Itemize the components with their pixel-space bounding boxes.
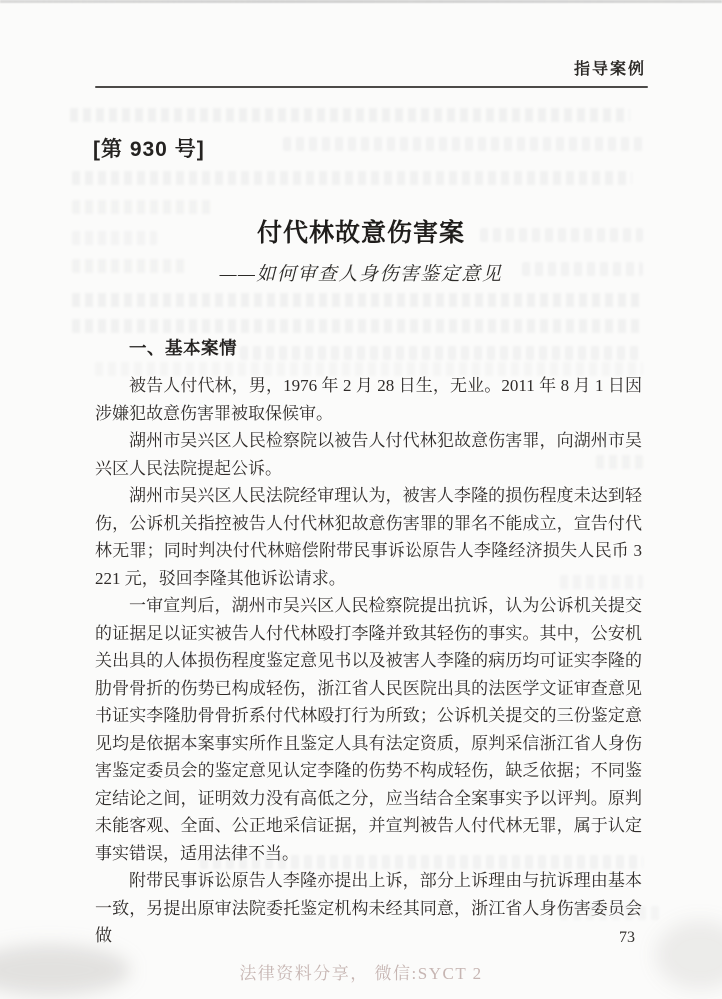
header-rule [95,86,648,88]
watermark-text: 法律资料分享， 微信:SYCT 2 [239,964,483,983]
body-paragraph: 湖州市吴兴区人民检察院以被告人付代林犯故意伤害罪，向湖州市吴兴区人民法院提起公诉。 [95,431,642,478]
scan-edge-artifact [0,0,722,3]
body-paragraph: 被告人付代林，男，1976 年 2 月 28 日生，无业。2011 年 8 月 1 日因涉嫌犯故意伤害罪被取保候审。 [95,376,642,423]
bleedthrough-artifact [70,108,630,122]
body-text-block [95,372,642,950]
bleedthrough-artifact [72,293,643,307]
bleedthrough-artifact [283,137,643,151]
case-number: [第 930 号] [93,138,205,161]
bleedthrough-artifact [240,346,643,360]
page-number: 73 [619,929,635,946]
body-paragraph: 湖州市吴兴区人民法院经审理认为，被害人李隆的损伤程度未达到轻伤，公诉机关指控被告人付代林犯故意伤害罪的罪名不能成立，宣告付代林无罪；同时判决付代林赔偿附带民事诉讼原告人李隆经济损失人民币 3 221 元，驳回李隆其他诉讼请求。 [95,486,642,588]
running-head: 指导案例 [573,61,646,78]
bleedthrough-artifact [72,171,632,185]
section-heading: 一、基本案情 [129,338,237,358]
case-subtitle: ——如何审查人身伤害鉴定意见 [219,264,503,285]
bleedthrough-artifact [72,319,643,333]
body-paragraph: 附带民事诉讼原告人李隆亦提出上诉，部分上诉理由与抗诉理由基本一致，另提出原审法院委托鉴定机构未经其同意，浙江省人身伤害委员会做 [95,871,642,945]
bleedthrough-artifact [72,200,212,214]
case-title: 付代林故意伤害案 [256,219,465,247]
body-paragraph: 一审宣判后，湖州市吴兴区人民检察院提出抗诉，认为公诉机关提交的证据足以证实被告人付代林殴打李隆并致其轻伤的事实。其中，公安机关出具的人体损伤程度鉴定意见书以及被害人李隆的病历均可证实李隆的肋骨骨折的伤势已构成轻伤，浙江省人民医院出具的法医学文证审查意见书证实李隆肋骨骨折系付代林殴打行为所致；公诉机关提交的三份鉴定意见均是依据本案事实所作且鉴定人具有法定资质，原判采信浙江省人身伤害鉴定委员会的鉴定意见认定李隆的伤势不构成轻伤，缺乏依据；不同鉴定结论之间，证明效力没有高低之分，应当结合全案事实予以评判。原判未能客观、全面、公正地采信证据，并宣判被告人付代林无罪，属于认定事实错误，适用法律不当。 [95,596,642,863]
